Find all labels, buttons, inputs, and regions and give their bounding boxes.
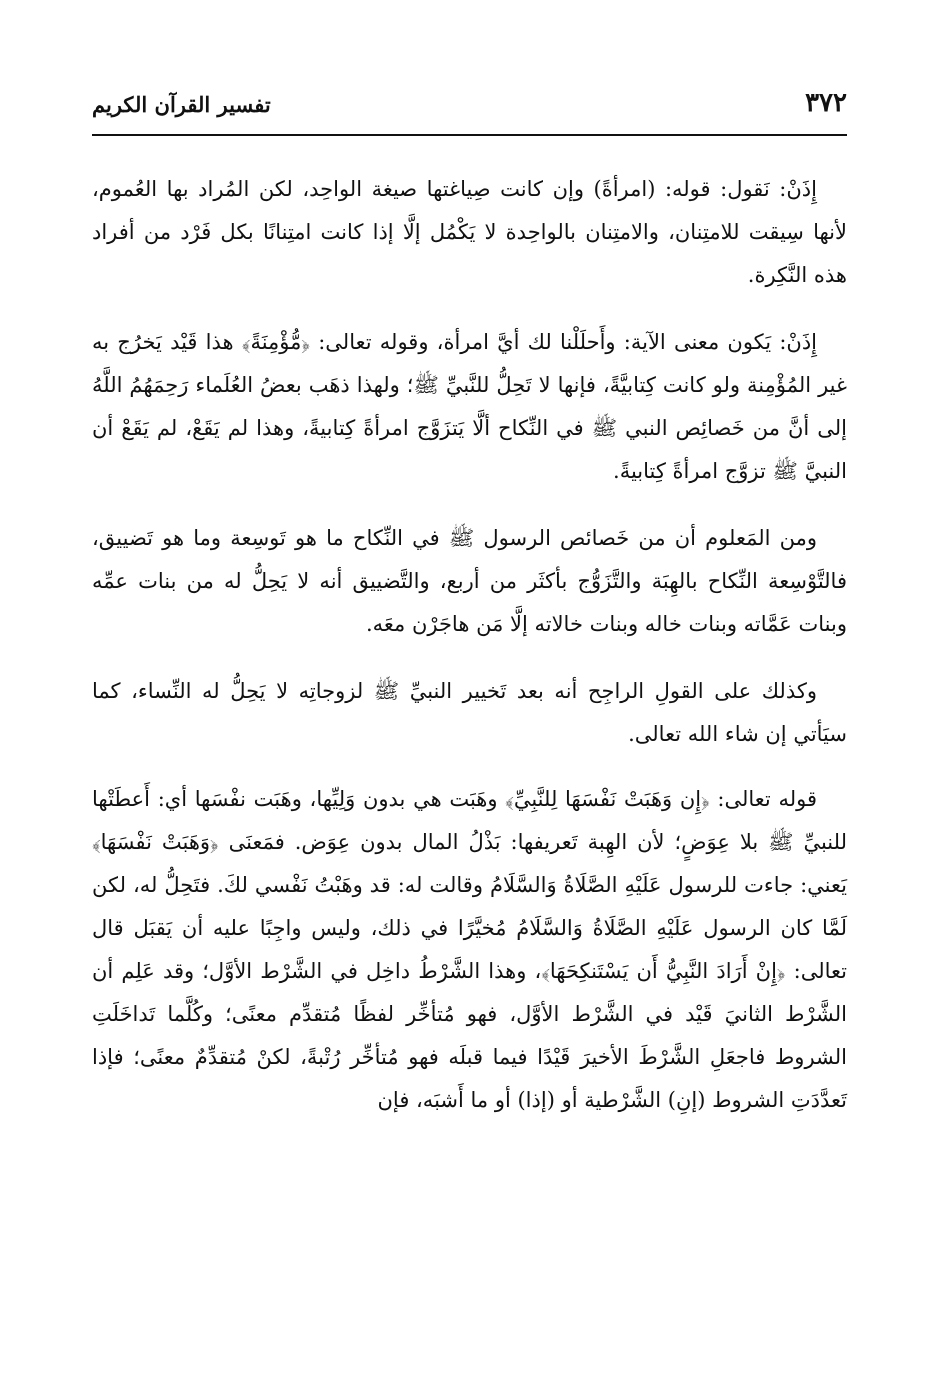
page-number: ٣٧٢ bbox=[805, 88, 847, 118]
paragraph: إِذَنْ: نَقول: قوله: (امرأةً) وإن كانت صِياغتها صيغة الواحِد، لكن المُراد بها العُموم، لأنها سِيقت للامتِنان، والامتِنان بالواحِدة لا يَكْمُل إلَّا إذا كانت امتِنانًا بكل فَرْد من أفراد هذه النَّكِرة. bbox=[92, 177, 847, 287]
paragraph: ومن المَعلوم أن من خَصائص الرسول ﷺ في النِّكاح ما هو تَوسِعة وما هو تَضييق، فالتَّوْسِعة النِّكاح بالهِبَة والتَّزَوُّج بأكثَر من أربع، والتَّضييق أنه لا يَحِلُّ له من بنات عمِّه وبنات عَمَّاته وبنات خاله وبنات خالاته إلَّا مَن هاجَرْن معَه. bbox=[92, 526, 847, 636]
paragraph: إِذَنْ: يَكون معنى الآية: وأَحلَلْنا لك أيَّ امرأة، وقوله تعالى: ﴿مُّؤْمِنَةً﴾ هذا قَيْد يَخرُج به غير المُؤْمِنة ولو كانت كِتابيَّةً، فإنها لا تَحِلُّ للنَّبيِّ ﷺ؛ ولهذا ذهَب بعضُ العُلَماء رَحِمَهُمُ اللَّهُ إلى أنَّ من خَصائِص النبي ﷺ في النِّكاح ألَّا يَتزَوَّج امرأةً كِتابيةً، وهذا لم يَقَعْ، لم يَقَعْ أن النبيَّ ﷺ تزوَّج امرأةً كِتابيةً. bbox=[92, 330, 847, 483]
page-body bbox=[92, 168, 847, 1146]
paragraph: وكذلك على القولِ الراجِح أنه بعد تَخيير النبيِّ ﷺ لزوجاتِه لا يَحِلُّ له النِّساء، كما سيَأتي إن شاء الله تعالى. bbox=[92, 679, 847, 746]
page-header bbox=[92, 80, 847, 136]
paragraph: قوله تعالى: ﴿إِن وَهَبَتْ نَفْسَهَا لِلنَّبِيِّ﴾ وهَبَت هي بدون وَلِيِّها، وهَبَت نفْسَها أي: أَعطَتْها للنبيِّ ﷺ بلا عِوَضٍ؛ لأن الهِبة تَعريفها: بَذْلُ المال بدون عِوَض. فمَعنَى ﴿وَهَبَتْ نَفْسَهَا﴾ يَعني: جاءت للرسول عَلَيْهِ الصَّلَاةُ وَالسَّلَامُ وقالت له: قد وهَبْتُ نَفْسي لكَ. فتَحِلُّ له، لكن لَمَّا كان الرسول عَلَيْهِ الصَّلَاةُ وَالسَّلَامُ مُخيَّرًا في ذلك، وليس واجِبًا عليه أن يَقبَل قال تعالى: ﴿إِنْ أَرَادَ النَّبِيُّ أَن يَسْتَنكِحَهَا﴾، وهذا الشَّرْطُ داخِل في الشَّرْط الأوَّل؛ وقد عَلِم أن الشَّرْط الثانيَ قَيْد في الشَّرْط الأوَّل، فهو مُتأخِّر لفظًا مُتقدِّم معنًى؛ وكُلَّما تَداخَلَتِ الشروط فاجعَلِ الشَّرْطَ الأخيرَ قَيْدًا فيما قبلَه فهو مُتأخِّر رُتْبةً، لكنْ مُتقدِّمٌ معنًى؛ فإذا تَعدَّدَتِ الشروط (إنِ) الشَّرْطية أو (إذا) أو ما أَشبَه، فإن bbox=[92, 787, 847, 1112]
book-title: تفسير القرآن الكريم bbox=[92, 92, 271, 117]
